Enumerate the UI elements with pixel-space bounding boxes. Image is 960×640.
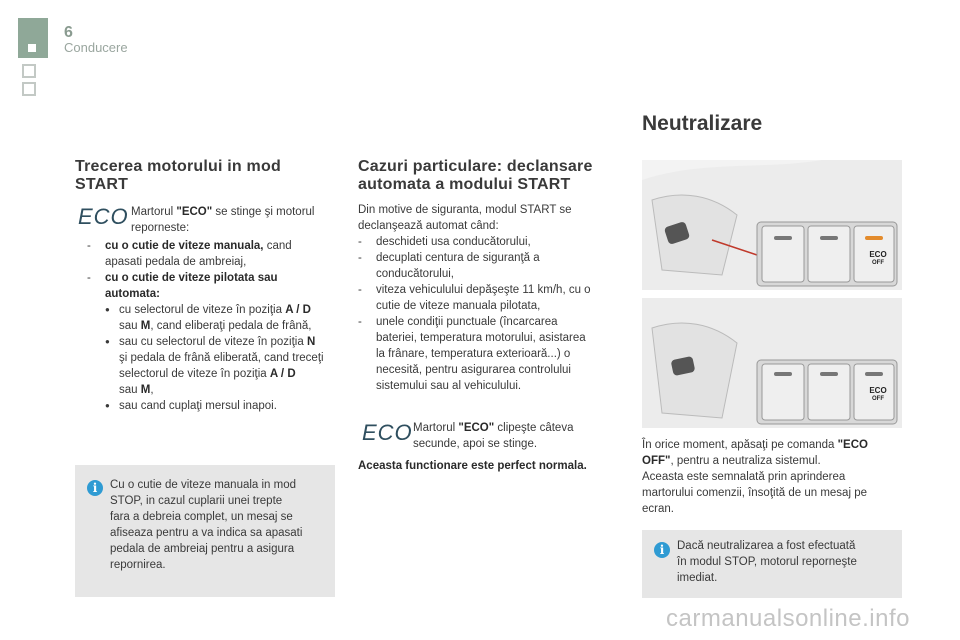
col2-closing-note: Aceasta functionare este perfect normala. xyxy=(358,460,587,472)
list-item: - deschideti usa conducătorului, xyxy=(358,236,531,248)
info-icon: i xyxy=(87,480,103,496)
col1-list xyxy=(87,238,337,414)
col1-martor-text: Martorul "ECO" se stinge şi motorul reporneste: xyxy=(131,206,315,234)
eco-off-button-label: ECO OFF xyxy=(869,386,887,402)
list-item: - decuplati centura de siguranţă a conducătorului, xyxy=(358,252,540,280)
list-item: - viteza vehiculului depăşeşte 11 km/h, cu o cutie de viteze manuala pilotata, xyxy=(358,284,591,312)
col3-info-box xyxy=(642,530,902,598)
section-tab-dot xyxy=(28,44,36,52)
col1-heading xyxy=(75,158,335,194)
section-title: Conducere xyxy=(64,40,128,55)
col1-info-box xyxy=(75,465,335,597)
list-item: - cu o cutie de viteze manuala, cand apasati pedala de ambreiaj, xyxy=(87,240,292,268)
dashboard-illustration-2 xyxy=(642,298,902,428)
section-tab-marker xyxy=(18,18,48,58)
col1-info-text: Cu o cutie de viteze manuala in mod STOP, in cazul cuplarii unei trepte fara a debreia complet, un mesaj se afiseaza pentru a va indica sa apasati pedala de ambreiaj pentru a asigura repornirea. xyxy=(110,479,303,571)
bullet-item: ● sau cu selectorul de viteze în poziţia N şi pedala de frână eliberată, cand treceţi selectorul de viteze în poziţia A / D sau M, xyxy=(105,336,324,396)
eco-indicator-icon: ECO xyxy=(78,204,129,229)
col1-title-line1: Trecerea motorului in mod xyxy=(75,158,281,175)
col2-list: Din motive de siguranta, modul START se declanşează automat când: - deschideti usa conducătorului, - decuplati centura de siguranţă a conducătorului, - viteza vehiculului depăşeşte 11 km/h, cu o cutie de viteze manuala pilotata, - unele condiţii punctuale (încarcarea bateriei, temperatura motorului, asistarea la frânare, temperatura exterioară...) o necesită, pentru asigurarea controlului sistemului sau al vehiculului. xyxy=(358,202,623,394)
list-item: - unele condiţii punctuale (încarcarea bateriei, temperatura motorului, asistarea la frânare, temperatura exterioară...) o necesită, pentru asigurarea controlului sistemului sau al vehiculului. xyxy=(358,316,586,392)
eco-off-button-photo-2 xyxy=(642,298,902,428)
col2-title-line1: Cazuri particulare: declansare xyxy=(358,158,593,175)
col1-title-line2: START xyxy=(75,176,129,193)
bullet-item: ● sau cand cuplaţi mersul inapoi. xyxy=(105,400,277,412)
info-icon: i xyxy=(654,542,670,558)
col2-martor-text: Martorul "ECO" clipeşte câteva secunde, apoi se stinge. xyxy=(413,422,574,450)
dashboard-illustration-1 xyxy=(642,160,902,290)
col3-info-text: Dacă neutralizarea a fost efectuată în modul STOP, motorul reporneşte imediat. xyxy=(677,540,857,584)
col2-heading xyxy=(358,158,628,194)
page-number: 6 xyxy=(64,24,73,41)
section-marker-empty-2 xyxy=(22,82,36,96)
eco-off-button-photo-1 xyxy=(642,160,902,290)
list-item: - cu o cutie de viteze pilotata sau automata: xyxy=(87,272,278,300)
section-marker-empty-1 xyxy=(22,64,36,78)
col3-title: Neutralizare xyxy=(642,112,763,135)
eco-indicator-icon: ECO xyxy=(362,420,413,445)
bullet-item: ● cu selectorul de viteze în poziţia A / D sau M, cand eliberaţi pedala de frână, xyxy=(105,304,312,332)
eco-off-button-label: ECO OFF xyxy=(869,250,887,266)
watermark-text: carmanualsonline.info xyxy=(666,605,910,632)
col2-title-line2: automata a modului START xyxy=(358,176,571,193)
col3-paragraph: În orice moment, apăsaţi pe comanda "ECO OFF", pentru a neutraliza sistemul. Aceasta este semnalată prin aprinderea martorului comenzii, însoţită de un mesaj pe ecran. xyxy=(642,439,868,515)
